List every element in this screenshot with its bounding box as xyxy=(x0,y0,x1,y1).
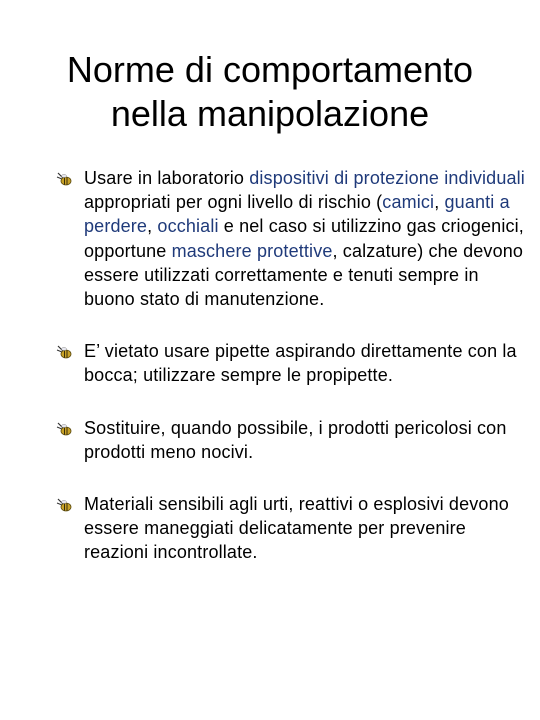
bullet-text-1f: , calzature) che devono essere utilizzati correttamente e tenuti sempre in buono stato di manutenzione. xyxy=(84,240,524,310)
slide-title-line-2: nella manipolazione xyxy=(110,93,430,134)
bee-bullet-icon xyxy=(56,497,72,513)
slide-title xyxy=(20,48,520,136)
bullet-text-3: Sostituire, quando possibile, i prodotti pericolosi con prodotti meno nocivi. xyxy=(84,417,507,462)
bullet-text-4: Materiali sensibili agli urti, reattivi o esplosivi devono essere maneggiati delicatamente per prevenire reazioni incontrollate. xyxy=(84,494,509,563)
bullet-item-substitution xyxy=(56,416,526,464)
bee-bullet-icon xyxy=(56,421,72,437)
term-guanti: guanti a perdere xyxy=(84,192,510,237)
term-camici: camici xyxy=(382,192,435,213)
bee-bullet-icon xyxy=(56,171,72,187)
term-maschere: maschere protettive xyxy=(171,240,333,261)
bullet-text-2: E’ vietato usare pipette aspirando direttamente con la bocca; utilizzare sempre le propipette. xyxy=(84,341,517,386)
bullet-text-1a: Usare in laboratorio xyxy=(84,168,250,188)
bullet-text-1b: appropriati per ogni livello di rischio ( xyxy=(84,192,383,213)
bullet-list xyxy=(56,166,526,593)
term-dpi: dispositivi di protezione individuali xyxy=(249,168,525,188)
bullet-text-1e: e nel caso si utilizzino gas criogenici, opportune xyxy=(84,216,524,261)
bee-bullet-icon xyxy=(56,344,72,360)
bullet-text-1d: , xyxy=(147,216,158,237)
bullet-text-1c: , xyxy=(434,192,445,213)
bullet-item-pipettes xyxy=(56,339,526,387)
slide-title-line-1: Norme di comportamento xyxy=(66,49,474,90)
bullet-item-protective-equipment xyxy=(56,166,526,311)
term-occhiali: occhiali xyxy=(157,216,219,237)
bullet-item-sensitive-materials xyxy=(56,492,526,565)
